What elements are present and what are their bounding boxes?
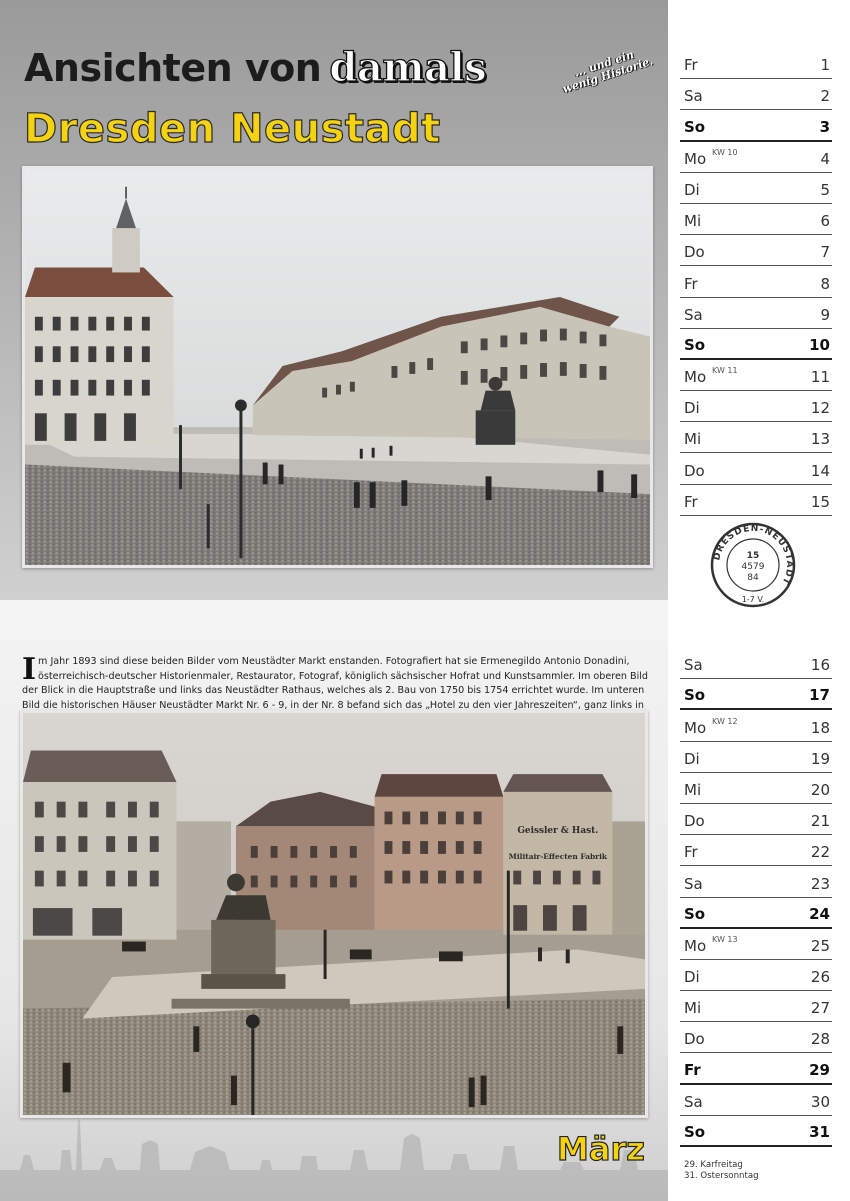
day-number: 14 [810,461,830,480]
calendar-day-row [680,835,832,866]
day-number: 25 [810,936,830,955]
day-number: 31 [809,1123,830,1141]
calendar-week-label: KW 13 [712,934,738,944]
calendar-day-row [680,804,832,835]
calendar-day-row [680,1022,832,1053]
weekday-label: So [684,117,706,136]
calendar-day-row [680,742,832,773]
calendar-week-label: KW 10 [712,147,738,157]
stamp-line-3: 84 [747,573,759,583]
calendar-week-label: KW 12 [712,716,738,726]
historic-photo-top [22,166,653,568]
day-number: 1 [820,56,830,75]
day-number: 5 [820,180,830,199]
weekday-label: Di [684,968,700,987]
weekday-label: Fr [684,1060,701,1079]
weekday-label: Fr [684,492,698,511]
day-number: 22 [810,843,830,862]
weekday-label: So [684,686,706,705]
weekday-label: So [684,904,706,923]
calendar-day-row [680,204,832,235]
page-title [24,44,486,91]
weekday-label: Mi [684,999,702,1018]
day-number: 15 [810,492,830,511]
weekday-label: Mi [684,780,702,799]
building-geissler-hast [503,774,612,935]
weekday-label: Mi [684,430,702,449]
photo-top-drawing [25,169,650,565]
day-number: 12 [810,399,830,418]
calendar-day-row [680,298,832,329]
weekday-label: Sa [684,1092,703,1111]
title-prefix: Ansichten von [24,46,322,90]
holiday-note: 29. Karfreitag [684,1160,743,1170]
weekday-label: Do [684,812,705,831]
calendar-day-row [680,173,832,204]
calendar-day-row [680,710,832,741]
day-number: 16 [810,656,830,675]
day-number: 24 [809,904,830,923]
weekday-label: Mo [684,936,707,955]
weekday-label: Mo [684,149,707,168]
weekday-label: Mo [684,718,707,737]
calendar-day-row [680,773,832,804]
calendar-day-row [680,391,832,422]
calendar-day-row [680,360,832,391]
calendar-day-row [680,1085,832,1116]
day-number: 9 [820,305,830,324]
weekday-label: Di [684,749,700,768]
day-number: 26 [810,968,830,987]
calendar-day-row [680,142,832,173]
day-number: 11 [810,368,830,387]
calendar-day-row [680,329,832,360]
calendar-day-row [680,79,832,110]
weekday-label: Sa [684,874,703,893]
calendar-day-row [680,110,832,141]
title-gothic-word: damals [329,44,487,91]
weekday-label: Do [684,243,705,262]
calendar-day-row [680,648,832,679]
day-number: 13 [810,430,830,449]
weekday-label: Mo [684,368,707,387]
day-number: 29 [809,1060,830,1079]
day-number: 17 [809,686,830,705]
day-number: 20 [810,780,830,799]
day-number: 10 [809,335,830,354]
day-number: 27 [810,999,830,1018]
stamp-line-1: 15 [746,551,760,561]
postmark-stamp [708,520,798,610]
dropcap-letter: I [22,652,37,687]
stamp-line-2: 4579 [741,562,765,572]
weekday-label: Sa [684,656,703,675]
day-number: 3 [819,117,830,136]
calendar-days-1-15 [680,48,832,516]
weekday-label: Sa [684,305,703,324]
photo-bottom-drawing [23,713,645,1115]
calendar-days-16-31 [680,648,832,1147]
calendar-day-row [680,1116,832,1147]
building-klosterkeller [23,750,177,939]
day-number: 23 [810,874,830,893]
calendar-day-row [680,422,832,453]
shop-sign-name: Geissler & Hast. [517,826,599,837]
history-text-body: m Jahr 1893 sind diese beiden Bilder vom Neustädter Markt enstanden. Fotografiert hat sie Ermenegildo Antonio Donadini, österreichisch-deutscher Historienmaler, Restaurator, Fotograf, königlich sächsischer Hofrat und Kunstsammler. Im oberen Bild der Blick in die Hauptstraße und links das Neustädter Rathaus, welches als 2. Bau von 1750 bis 1754 errichtet wurde. Im unteren Bild die historischen Häuser Neustädter Markt Nr. 6 - 9, in der Nr. 8 befand sich das „Hotel zu den vier Jahreszeiten“, ganz links in [22,656,649,711]
calendar-day-row [680,929,832,960]
weekday-label: Di [684,399,700,418]
weekday-label: Do [684,1030,705,1049]
day-number: 19 [810,749,830,768]
weekday-label: Fr [684,274,698,293]
weekday-label: So [684,1123,706,1141]
calendar-day-row [680,679,832,710]
calendar-day-row [680,48,832,79]
weekday-label: Fr [684,843,698,862]
weekday-label: So [684,335,706,354]
calendar-day-row [680,960,832,991]
holiday-note: 31. Ostersonntag [684,1171,759,1181]
stamp-line-4: 1-7 V. [741,595,765,604]
day-number: 7 [820,243,830,262]
weekday-label: Mi [684,212,702,231]
historic-photo-bottom [20,710,648,1118]
calendar-day-row [680,898,832,929]
day-number: 18 [810,718,830,737]
calendar-day-row [680,866,832,897]
day-number: 2 [820,87,830,106]
day-number: 30 [810,1092,830,1111]
day-number: 6 [820,212,830,231]
weekday-label: Fr [684,56,698,75]
day-number: 8 [820,274,830,293]
calendar-day-row [680,991,832,1022]
stamp-ring-text: DRESDEN-NEUSTADT [712,523,795,587]
weekday-label: Sa [684,87,703,106]
tagline: ... und ein wenig Historie. [560,48,655,96]
month-label: März [557,1130,645,1168]
weekday-label: Do [684,461,705,480]
calendar-day-row [680,266,832,297]
page-subtitle: Dresden Neustadt [24,106,441,152]
calendar-day-row [680,485,832,516]
day-number: 28 [810,1030,830,1049]
weekday-label: Di [684,180,700,199]
holiday-notes [684,1160,759,1182]
calendar-day-row [680,453,832,484]
calendar-day-row [680,1053,832,1084]
calendar-week-label: KW 11 [712,366,738,376]
day-number: 4 [820,149,830,168]
calendar-day-row [680,235,832,266]
day-number: 21 [810,812,830,831]
shop-sign-sub: Militair-Effecten Fabrik [508,851,608,861]
